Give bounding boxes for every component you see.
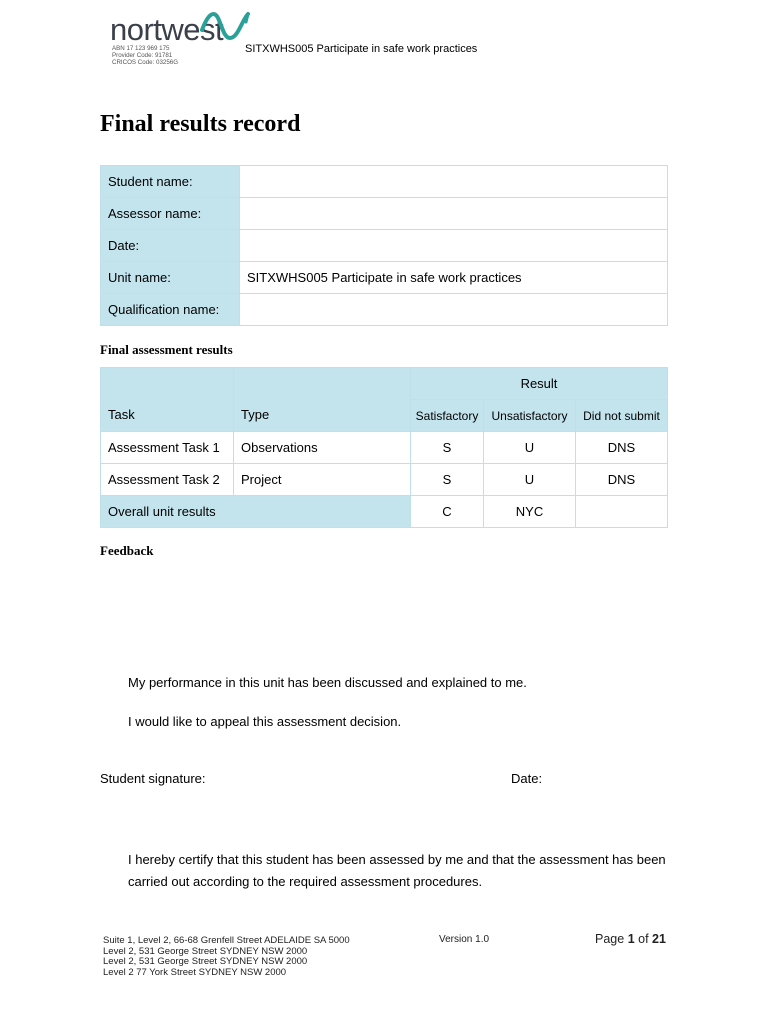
date-label: Date: bbox=[101, 230, 240, 262]
table-row bbox=[101, 166, 668, 198]
logo-abn: ABN 17 123 969 175 bbox=[112, 45, 170, 52]
appeal-text: I would like to appeal this assessment decision. bbox=[128, 714, 402, 729]
table-row bbox=[101, 496, 668, 528]
overall-results-label: Overall unit results bbox=[101, 496, 411, 528]
page-current: 1 bbox=[627, 932, 635, 946]
footer-page-number bbox=[595, 932, 666, 946]
task-type: Project bbox=[234, 464, 411, 496]
final-assessment-heading: Final assessment results bbox=[100, 342, 233, 357]
date-field[interactable] bbox=[240, 230, 668, 262]
table-row bbox=[101, 464, 668, 496]
result-dns[interactable]: DNS bbox=[576, 464, 668, 496]
address-line: Level 2 77 York Street SYDNEY NSW 2000 bbox=[103, 966, 287, 978]
overall-competent[interactable]: C bbox=[411, 496, 484, 528]
assessor-name-label: Assessor name: bbox=[101, 198, 240, 230]
table-row bbox=[101, 230, 668, 262]
qualification-name-label: Qualification name: bbox=[101, 294, 240, 326]
page-total: 21 bbox=[652, 932, 666, 946]
col-dns-header: Did not submit bbox=[576, 400, 668, 432]
logo-provider: Provider Code: 91781 bbox=[112, 52, 173, 59]
overall-blank bbox=[576, 496, 668, 528]
table-row bbox=[101, 262, 668, 294]
task-type: Observations bbox=[234, 432, 411, 464]
result-s[interactable]: S bbox=[411, 464, 484, 496]
result-dns[interactable]: DNS bbox=[576, 432, 668, 464]
address-line: Level 2, 531 George Street SYDNEY NSW 2000 bbox=[103, 945, 308, 957]
signature-date-label: Date: bbox=[511, 771, 543, 786]
address-line: Suite 1, Level 2, 66-68 Grenfell Street ADELAIDE SA 5000 bbox=[103, 935, 350, 946]
final-results-table bbox=[100, 367, 668, 528]
col-task-header: Task bbox=[101, 368, 234, 432]
task-name: Assessment Task 1 bbox=[101, 432, 234, 464]
assessor-name-field[interactable] bbox=[240, 198, 668, 230]
col-type-header: Type bbox=[234, 368, 411, 432]
certify-text-line2: carried out according to the required assessment procedures. bbox=[128, 874, 483, 889]
table-row bbox=[101, 368, 668, 400]
student-name-field[interactable] bbox=[240, 166, 668, 198]
qualification-name-field[interactable] bbox=[240, 294, 668, 326]
student-signature-label: Student signature: bbox=[100, 771, 206, 786]
col-satisfactory-header: Satisfactory bbox=[411, 400, 484, 432]
footer-version: Version 1.0 bbox=[439, 934, 490, 945]
table-row bbox=[101, 198, 668, 230]
page-of: of bbox=[638, 932, 649, 946]
address-line: Level 2, 531 George Street SYDNEY NSW 2000 bbox=[103, 956, 308, 967]
result-header: Result bbox=[411, 368, 668, 400]
col-unsatisfactory-header: Unsatisfactory bbox=[484, 400, 576, 432]
table-row bbox=[101, 432, 668, 464]
header-unit-title: SITXWHS005 Participate in safe work practices bbox=[245, 43, 478, 55]
unit-name-value: SITXWHS005 Participate in safe work practices bbox=[240, 262, 668, 294]
overall-not-yet-competent[interactable]: NYC bbox=[484, 496, 576, 528]
unit-name-label: Unit name: bbox=[101, 262, 240, 294]
discussed-text: My performance in this unit has been discussed and explained to me. bbox=[128, 675, 527, 690]
logo-wordmark: nortwest bbox=[110, 12, 224, 47]
page-title: Final results record bbox=[100, 111, 301, 137]
certify-text-line1: I hereby certify that this student has been assessed by me and that the assessment has been bbox=[128, 852, 666, 867]
logo-cricos: CRICOS Code: 03256G bbox=[112, 59, 179, 66]
task-name: Assessment Task 2 bbox=[101, 464, 234, 496]
table-row bbox=[101, 294, 668, 326]
footer-address bbox=[103, 936, 350, 978]
company-logo bbox=[110, 8, 260, 70]
result-u[interactable]: U bbox=[484, 432, 576, 464]
page-word: Page bbox=[595, 932, 625, 946]
student-info-table bbox=[100, 165, 668, 326]
student-name-label: Student name: bbox=[101, 166, 240, 198]
result-s[interactable]: S bbox=[411, 432, 484, 464]
result-u[interactable]: U bbox=[484, 464, 576, 496]
feedback-heading: Feedback bbox=[100, 543, 154, 558]
